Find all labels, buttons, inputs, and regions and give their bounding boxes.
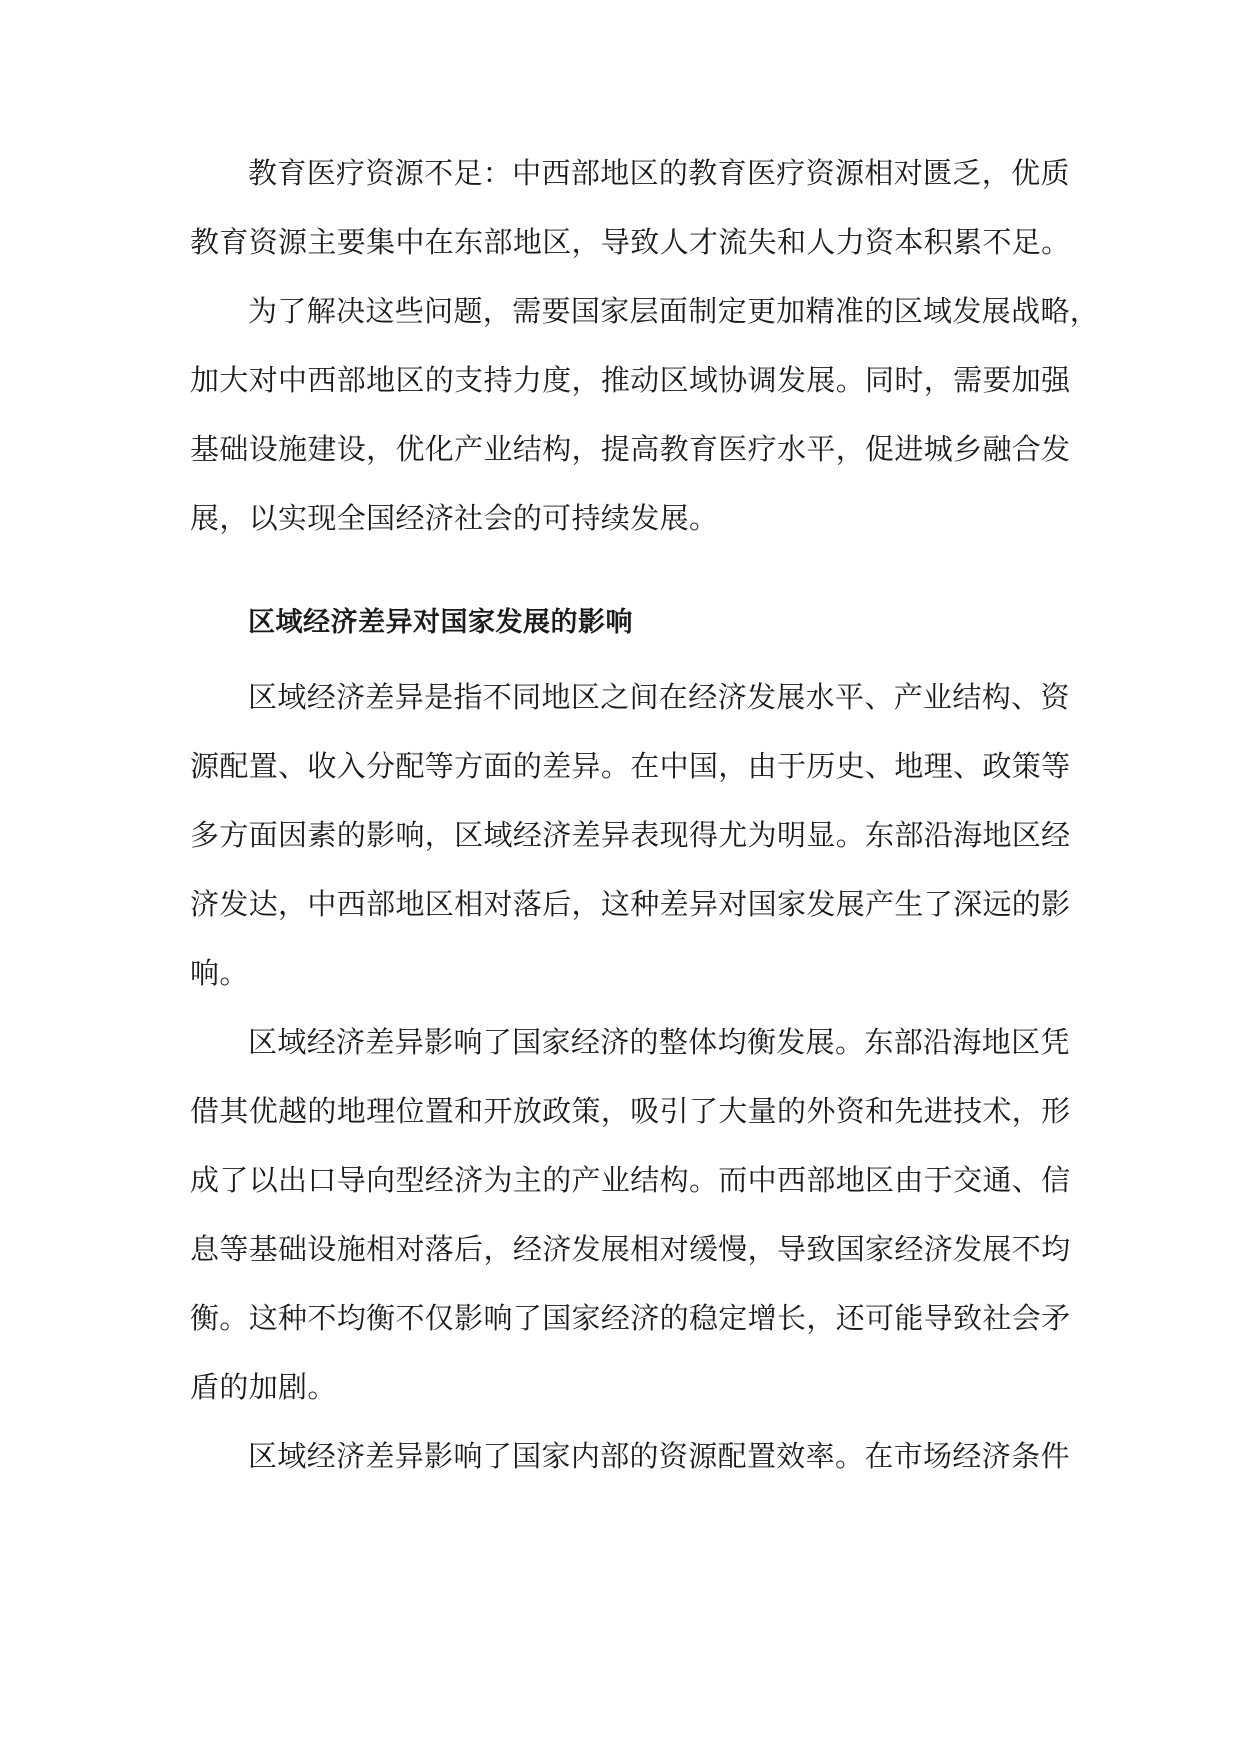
text-line: 成了以出口导向型经济为主的产业结构。而中西部地区由于交通、信 <box>190 1163 1071 1197</box>
text-line: 源配置、收入分配等方面的差异。在中国，由于历史、地理、政策等 <box>190 749 1071 783</box>
text-line: 衡。这种不均衡不仅影响了国家经济的稳定增长，还可能导致社会矛 <box>190 1301 1071 1335</box>
text-line: 区域经济差异影响了国家内部的资源配置效率。在市场经济条件 <box>248 1439 1070 1473</box>
text-line: 响。 <box>190 956 249 990</box>
text-line: 教育医疗资源不足：中西部地区的教育医疗资源相对匮乏，优质 <box>248 156 1070 190</box>
text-line: 多方面因素的影响，区域经济差异表现得尤为明显。东部沿海地区经 <box>190 818 1071 852</box>
text-line: 教育资源主要集中在东部地区，导致人才流失和人力资本积累不足。 <box>190 225 1071 259</box>
text-line: 区域经济差异是指不同地区之间在经济发展水平、产业结构、资 <box>248 680 1070 714</box>
text-line: 息等基础设施相对落后，经济发展相对缓慢，导致国家经济发展不均 <box>190 1232 1071 1266</box>
text-line: 区域经济差异影响了国家经济的整体均衡发展。东部沿海地区凭 <box>248 1025 1070 1059</box>
section-heading: 区域经济差异对国家发展的影响 <box>248 607 633 638</box>
text-line: 盾的加剧。 <box>190 1370 337 1404</box>
text-line: 借其优越的地理位置和开放政策，吸引了大量的外资和先进技术，形 <box>190 1094 1071 1128</box>
text-line: 济发达，中西部地区相对落后，这种差异对国家发展产生了深远的影 <box>190 887 1071 921</box>
text-line: 展，以实现全国经济社会的可持续发展。 <box>190 501 719 535</box>
text-line: 基础设施建设，优化产业结构，提高教育医疗水平，促进城乡融合发 <box>190 432 1071 466</box>
text-line: 为了解决这些问题，需要国家层面制定更加精准的区域发展战略， <box>248 294 1100 328</box>
text-line: 加大对中西部地区的支持力度，推动区域协调发展。同时，需要加强 <box>190 363 1071 397</box>
